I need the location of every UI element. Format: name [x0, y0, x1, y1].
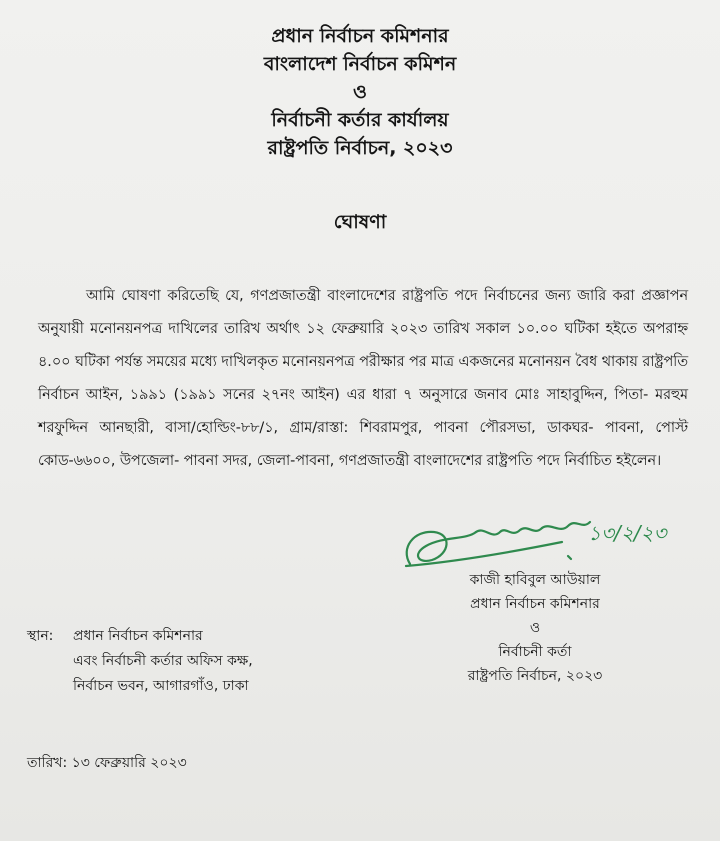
letterhead-line-5: রাষ্ট্রপতি নির্বাচন, ২০২৩: [267, 137, 453, 159]
signer-title-3: রাষ্ট্রপতি নির্বাচন, ২০২৩: [467, 668, 603, 684]
signer-title-2: নির্বাচনী কর্তা: [498, 644, 572, 660]
place-line-2: এবং নির্বাচনী কর্তার অফিস কক্ষ,: [73, 653, 253, 669]
letterhead: [0, 22, 720, 162]
signer-conjunction: ও: [529, 620, 541, 636]
signer-title-1: প্রধান নির্বাচন কমিশনার: [470, 596, 600, 612]
issue-date: তারিখ: ১৩ ফেব্রুয়ারি ২০২৩: [27, 755, 187, 771]
place-line-3: নির্বাচন ভবন, আগারগাঁও, ঢাকা: [73, 678, 249, 694]
signer-name: কাজী হাবিবুল আউয়াল: [469, 572, 601, 588]
letterhead-line-1: প্রধান নির্বাচন কমিশনার: [271, 25, 449, 47]
declaration-body: আমি ঘোষণা করিতেছি যে, গণপ্রজাতন্ত্রী বাংলাদেশের রাষ্ট্রপতি পদে নির্বাচনের জন্য জারি করা প্রজ্ঞাপন অনুযায়ী মনোনয়নপত্র দাখিলের তারিখ অর্থাৎ ১২ ফেব্রুয়ারি ২০২৩ তারিখ সকাল ১০.০০ ঘটিকা হইতে অপরাহ্ন ৪.০০ ঘটিকা পর্যন্ত সময়ের মধ্যে দাখিলকৃত মনোনয়নপত্র পরীক্ষার পর মাত্র একজনের মনোনয়ন বৈধ থাকায় রাষ্ট্রপতি নির্বাচন আইন, ১৯৯১ (১৯৯১ সনের ২৭নং আইন) এর ধারা ৭ অনুসারে জনাব মোঃ সাহাবুদ্দিন, পিতা- মরহুম শরফুদ্দিন আনছারী, বাসা/হোল্ডিং-৮৮/১, গ্রাম/রাস্তা: শিবরামপুর, পাবনা পৌরসভা, ডাকঘর- পাবনা, পোস্ট কোড-৬৬০০, উপজেলা- পাবনা সদর, জেলা-পাবনা, গণপ্রজাতন্ত্রী বাংলাদেশের রাষ্ট্রপতি পদে নির্বাচিত হইলেন।: [38, 288, 688, 469]
signature-date: ১৩/২/২৩: [588, 521, 667, 545]
letterhead-line-2: বাংলাদেশ নির্বাচন কমিশন: [263, 53, 457, 75]
document-title: ঘোষণা: [333, 211, 387, 233]
letterhead-line-3: ও: [353, 81, 367, 103]
place-label: স্থান:: [27, 628, 54, 644]
place-line-1: প্রধান নির্বাচন কমিশনার: [73, 628, 203, 644]
signer-block: [400, 568, 670, 688]
letterhead-line-4: নির্বাচনী কর্তার কার্যালয়: [271, 109, 449, 131]
